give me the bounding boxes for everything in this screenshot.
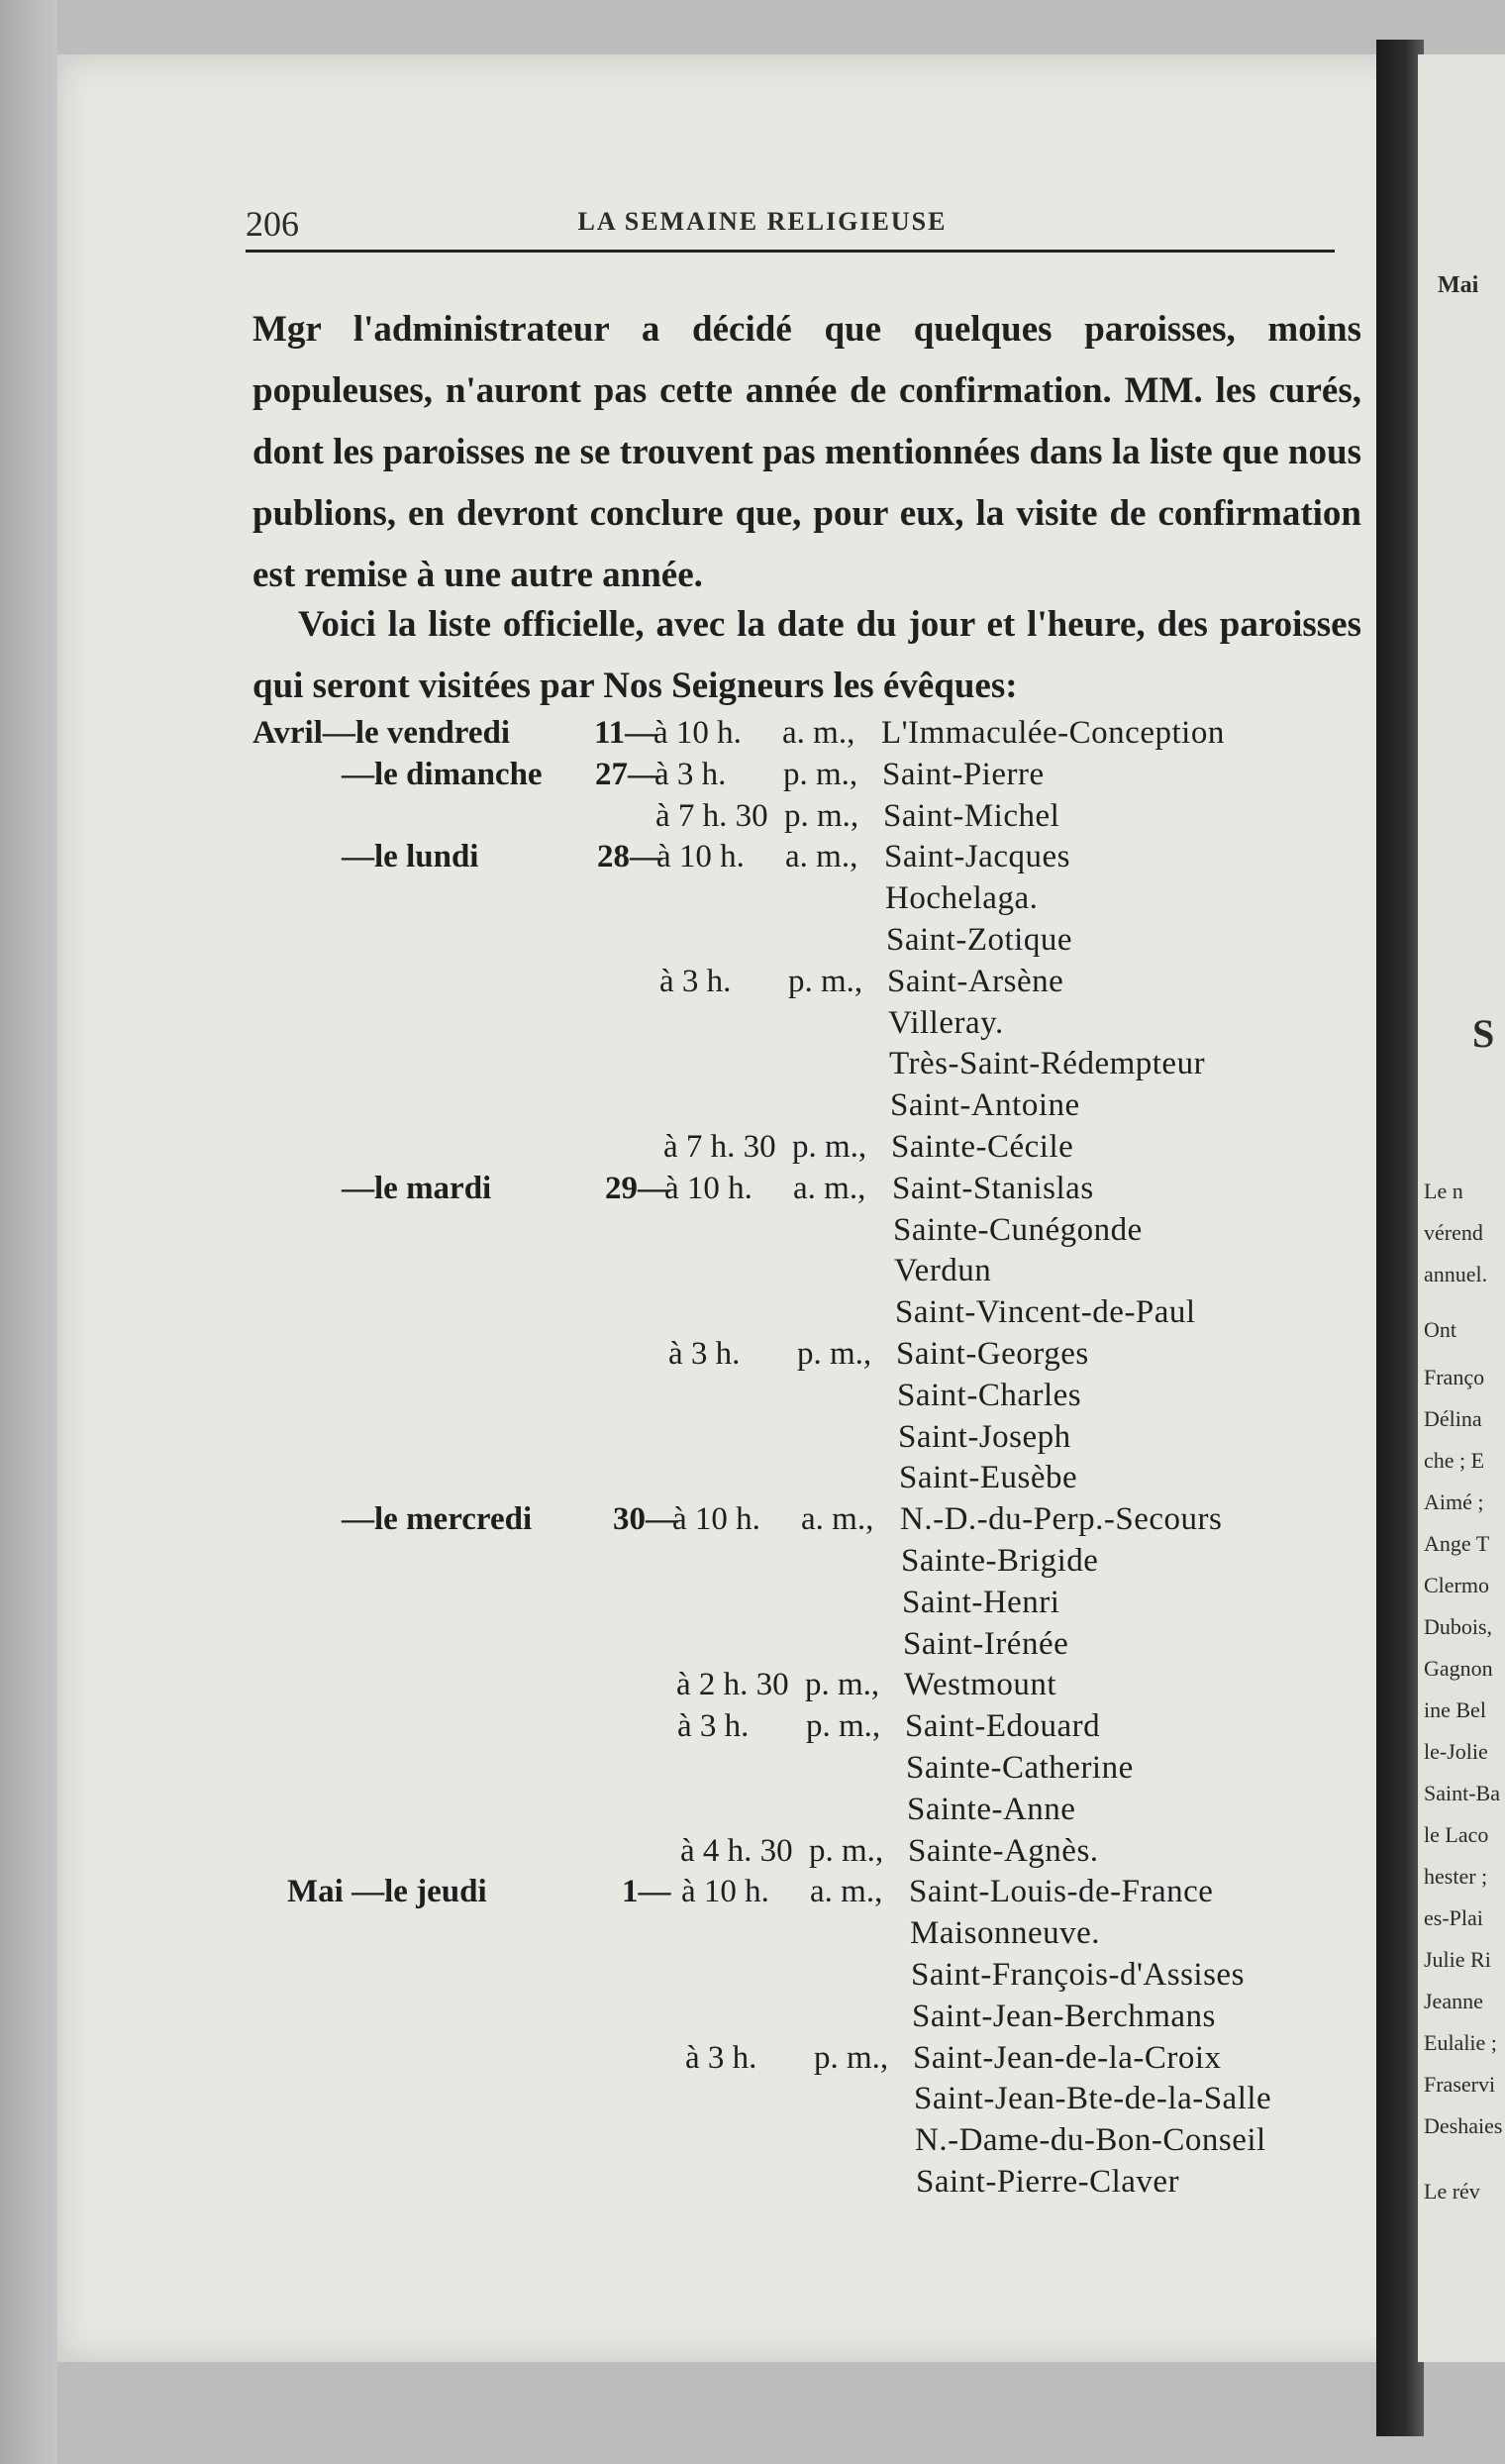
schedule-ampm: a. m., bbox=[785, 839, 858, 874]
schedule-day-label: —le mardi bbox=[342, 1171, 492, 1206]
list-intro-paragraph: Voici la liste officielle, avec la date du jour et l'heure, des paroisses qui seront visitées par Nos Seigneurs les évêques: bbox=[252, 604, 1361, 706]
schedule-parish: Sainte-Cunégonde bbox=[893, 1212, 1143, 1248]
right-page-text: Eulalie ; bbox=[1424, 2030, 1497, 2055]
schedule-row bbox=[0, 1378, 1386, 1421]
schedule-row bbox=[0, 1708, 1386, 1752]
schedule-row bbox=[0, 1336, 1386, 1380]
right-page-text: Franço bbox=[1424, 1365, 1485, 1389]
page-header bbox=[188, 193, 1337, 253]
schedule-ampm: p. m., bbox=[797, 1336, 872, 1372]
schedule-row bbox=[0, 1750, 1386, 1794]
schedule-parish: Sainte-Catherine bbox=[906, 1750, 1134, 1786]
schedule-time: à 4 h. 30 bbox=[680, 1833, 793, 1869]
schedule-row bbox=[0, 1129, 1386, 1173]
schedule-row bbox=[0, 715, 1386, 759]
schedule-parish: Verdun bbox=[894, 1253, 992, 1288]
right-page-text: Clermo bbox=[1424, 1573, 1489, 1597]
right-page-text: Le rév bbox=[1424, 2179, 1480, 2204]
schedule-row bbox=[0, 1294, 1386, 1338]
schedule-parish: Saint-Antoine bbox=[890, 1087, 1080, 1123]
right-page-text: Ont bbox=[1424, 1317, 1456, 1342]
schedule-ampm: p. m., bbox=[805, 1667, 880, 1702]
schedule-time: à 3 h. bbox=[677, 1708, 750, 1744]
right-page-text: Jeanne bbox=[1424, 1989, 1483, 2013]
schedule-row bbox=[0, 1792, 1386, 1835]
schedule-parish: Saint-Stanislas bbox=[892, 1171, 1094, 1206]
book-gutter bbox=[1376, 40, 1424, 2436]
schedule-parish: Saint-Jean-de-la-Croix bbox=[913, 2040, 1222, 2076]
schedule-row bbox=[0, 1460, 1386, 1503]
right-page-text: le-Jolie bbox=[1424, 1739, 1488, 1764]
schedule-row bbox=[0, 1874, 1386, 1917]
schedule-time: à 3 h. bbox=[654, 757, 727, 792]
schedule-parish: Saint-François-d'Assises bbox=[911, 1957, 1245, 1993]
schedule-row bbox=[0, 1915, 1386, 1959]
schedule-ampm: p. m., bbox=[784, 798, 859, 834]
schedule-date: 30— bbox=[613, 1501, 678, 1537]
schedule-row bbox=[0, 757, 1386, 800]
schedule-parish: Saint-Edouard bbox=[905, 1708, 1101, 1744]
schedule-ampm: p. m., bbox=[783, 757, 858, 792]
schedule-row bbox=[0, 1005, 1386, 1049]
schedule-parish: Sainte-Brigide bbox=[901, 1543, 1099, 1579]
right-page-text: ine Bel bbox=[1424, 1697, 1486, 1722]
schedule-parish: N.-D.-du-Perp.-Secours bbox=[900, 1501, 1223, 1537]
schedule-time: à 10 h. bbox=[656, 839, 745, 874]
schedule-time: à 3 h. bbox=[659, 964, 732, 999]
schedule-time: à 10 h. bbox=[664, 1171, 752, 1206]
schedule-row bbox=[0, 2081, 1386, 2124]
right-page-text: Saint-Ba bbox=[1424, 1781, 1500, 1805]
schedule-ampm: p. m., bbox=[814, 2040, 889, 2076]
schedule-ampm: p. m., bbox=[792, 1129, 867, 1165]
schedule-day-label: —le mercredi bbox=[342, 1501, 533, 1537]
schedule-row bbox=[0, 1667, 1386, 1710]
schedule-parish: Sainte-Agnès. bbox=[908, 1833, 1099, 1869]
schedule-parish: Saint-Louis-de-France bbox=[909, 1874, 1214, 1909]
schedule-date: 28— bbox=[597, 839, 662, 874]
schedule-parish: Hochelaga. bbox=[885, 880, 1039, 916]
right-page-text: hester ; bbox=[1424, 1864, 1488, 1889]
schedule-row bbox=[0, 2040, 1386, 2084]
intro-paragraph: Mgr l'administrateur a décidé que quelques paroisses, moins populeuses, n'auront pas cette année de confirmation. MM. les curés, dont les paroisses ne se trouvent pas mentionnées dans la liste que nous publions, en devront conclure que, pour eux, la visite de confirmation est remise à une autre année. bbox=[252, 309, 1361, 595]
schedule-parish: Saint-Joseph bbox=[898, 1419, 1071, 1455]
right-page-text: Dubois, bbox=[1424, 1614, 1493, 1639]
schedule-row bbox=[0, 1419, 1386, 1463]
schedule-parish: Saint-Arsène bbox=[887, 964, 1064, 999]
schedule-row bbox=[0, 2164, 1386, 2207]
schedule-time: à 10 h. bbox=[681, 1874, 769, 1909]
right-page-text: le Laco bbox=[1424, 1822, 1489, 1847]
schedule-row bbox=[0, 880, 1386, 924]
right-page-text: Gagnon bbox=[1424, 1656, 1493, 1681]
schedule-row bbox=[0, 1171, 1386, 1214]
schedule-row bbox=[0, 1087, 1386, 1131]
right-page-text: Aimé ; bbox=[1424, 1489, 1484, 1514]
schedule-parish: Saint-Jean-Berchmans bbox=[912, 1999, 1216, 2034]
schedule-row bbox=[0, 1626, 1386, 1670]
schedule-ampm: p. m., bbox=[806, 1708, 881, 1744]
schedule-parish: Saint-Irénée bbox=[903, 1626, 1069, 1662]
schedule-parish: Saint-Jacques bbox=[884, 839, 1070, 874]
schedule-parish: L'Immaculée-Conception bbox=[881, 715, 1225, 751]
schedule-day-label: —le dimanche bbox=[342, 757, 543, 792]
right-page-text: Ange T bbox=[1424, 1531, 1490, 1556]
schedule-row bbox=[0, 2122, 1386, 2166]
schedule-row bbox=[0, 1253, 1386, 1296]
schedule-time: à 7 h. 30 bbox=[663, 1129, 776, 1165]
right-page-text: Julie Ri bbox=[1424, 1947, 1491, 1972]
schedule-parish: Saint-Pierre-Claver bbox=[916, 2164, 1180, 2200]
schedule-time: à 10 h. bbox=[653, 715, 742, 751]
right-page-text: es-Plai bbox=[1424, 1905, 1483, 1930]
schedule-parish: Très-Saint-Rédempteur bbox=[889, 1046, 1206, 1081]
right-page-text: S bbox=[1472, 1011, 1495, 1056]
schedule-parish: Saint-Georges bbox=[896, 1336, 1089, 1372]
schedule-row bbox=[0, 1833, 1386, 1877]
schedule-row bbox=[0, 1046, 1386, 1089]
running-title: LA SEMAINE RELIGIEUSE bbox=[577, 207, 948, 236]
schedule-row bbox=[0, 839, 1386, 882]
right-page-text: Deshaies bbox=[1424, 2113, 1503, 2138]
schedule-time: à 7 h. 30 bbox=[655, 798, 768, 834]
schedule-ampm: a. m., bbox=[793, 1171, 866, 1206]
schedule-ampm: p. m., bbox=[788, 964, 863, 999]
schedule-date: 11— bbox=[594, 715, 658, 751]
schedule-parish: Sainte-Anne bbox=[907, 1792, 1076, 1827]
schedule-parish: Saint-Charles bbox=[897, 1378, 1082, 1413]
right-page-text: Délina bbox=[1424, 1406, 1482, 1431]
right-page-text: annuel. bbox=[1424, 1262, 1488, 1286]
schedule-time: à 3 h. bbox=[668, 1336, 741, 1372]
right-page-text: Mai bbox=[1438, 272, 1479, 298]
schedule-parish: Saint-Pierre bbox=[882, 757, 1045, 792]
schedule-ampm: a. m., bbox=[801, 1501, 874, 1537]
schedule-row bbox=[0, 1957, 1386, 2001]
schedule-row bbox=[0, 1585, 1386, 1628]
right-page-text: Fraservi bbox=[1424, 2072, 1496, 2097]
schedule-day-label: Avril—le vendredi bbox=[252, 715, 511, 751]
schedule-parish: Sainte-Cécile bbox=[891, 1129, 1074, 1165]
right-page-text: Le n bbox=[1424, 1179, 1463, 1203]
schedule-time: à 3 h. bbox=[685, 2040, 757, 2076]
schedule-row bbox=[0, 1999, 1386, 2042]
schedule-row bbox=[0, 1501, 1386, 1545]
schedule-parish: Saint-Eusèbe bbox=[899, 1460, 1078, 1495]
schedule-parish: Saint-Vincent-de-Paul bbox=[895, 1294, 1196, 1330]
right-page-text: vérend bbox=[1424, 1220, 1483, 1245]
schedule-ampm: a. m., bbox=[782, 715, 855, 751]
schedule-parish: Saint-Zotique bbox=[886, 922, 1072, 958]
schedule-row bbox=[0, 798, 1386, 842]
schedule-parish: Saint-Jean-Bte-de-la-Salle bbox=[914, 2081, 1272, 2116]
schedule-date: 1— bbox=[622, 1874, 671, 1909]
schedule-parish: Westmount bbox=[904, 1667, 1056, 1702]
schedule-ampm: a. m., bbox=[810, 1874, 883, 1909]
right-page-fragment bbox=[1418, 54, 1505, 2362]
schedule-day-label: —le lundi bbox=[342, 839, 479, 874]
schedule-parish: Saint-Michel bbox=[883, 798, 1060, 834]
schedule-time: à 2 h. 30 bbox=[676, 1667, 789, 1702]
schedule-parish: Saint-Henri bbox=[902, 1585, 1060, 1620]
schedule-date: 27— bbox=[595, 757, 660, 792]
right-page-text: che ; E bbox=[1424, 1448, 1485, 1473]
schedule-row bbox=[0, 1543, 1386, 1587]
schedule-parish: N.-Dame-du-Bon-Conseil bbox=[915, 2122, 1266, 2158]
schedule-row bbox=[0, 1212, 1386, 1256]
schedule-parish: Maisonneuve. bbox=[910, 1915, 1101, 1951]
header-rule bbox=[246, 250, 1335, 253]
page-number: 206 bbox=[246, 204, 299, 244]
schedule-parish: Villeray. bbox=[888, 1005, 1004, 1041]
schedule-row bbox=[0, 964, 1386, 1007]
schedule-ampm: p. m., bbox=[809, 1833, 884, 1869]
schedule-date: 29— bbox=[605, 1171, 670, 1206]
schedule-day-label: Mai —le jeudi bbox=[287, 1874, 487, 1909]
schedule-row bbox=[0, 922, 1386, 966]
schedule-time: à 10 h. bbox=[672, 1501, 760, 1537]
